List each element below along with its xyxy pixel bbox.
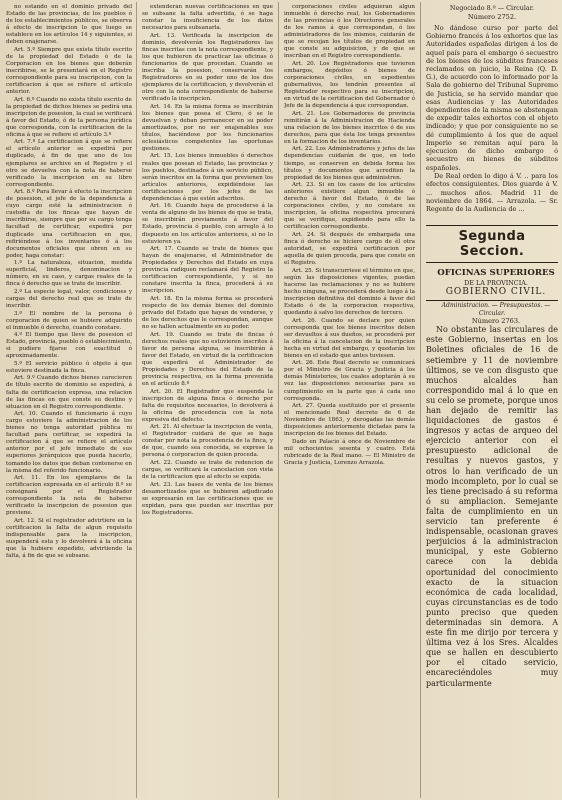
paragraph: 3.º El nombre de la persona ó corporacion de quien se hubiere adquirido el inmueble ó derecho, cuando constare. <box>6 310 132 331</box>
paragraph: Art. 24. Si después de embargada una finca ó derecho se hiciere cargo de él otra autoridad, se expedirá certificacion por aquella de quien proceda, para que conste en el Registro. <box>284 232 415 267</box>
paragraph: Art. 17. Cuando se trate de bienes que hayan de enajenarse, el Administrador de Propiedades y Derechos del Estado en cuya provincia radiquen reclamará del Registro la certificacion correspondiente, y si no constare inscrita la finca, procederá á su inscripcion. <box>142 246 273 295</box>
admin-line: Administracion. — Presupuestos. — Circular. <box>441 301 551 317</box>
admin-number: Número 2763. <box>471 317 521 326</box>
paragraph: Dado en Palacio á once de Noviembre de mil ochocientos sesenta y cuatro. Está rubricado de la Real mano. — El Ministro de Gracia y Justicia, Lorenzo Arrazola. <box>284 438 415 466</box>
paragraph: Art. 16. Cuando haya de procederse á la venta de alguno de los bienes de que se trata, se inscribirán previamente á favor del Estado, provincia ó pueblo, con arreglo á lo dispuesto en los artículos anteriores, si no lo estuvieren ya. <box>142 203 273 245</box>
paragraph: Art. 13. Verificada la inscripcion de dominio, devolverán los Registradores las fincas inscritas con la nota correspondiente, y los que hubieren de practicar las oficinas ó funcionarios de que procedan. Cuando se inscriba la posesion, conservarán los Registradores en su poder uno de los dos ejemplares de la certificacion, y devolverán el otro con la nota correspondiente de haberse verificado la inscripcion. <box>142 32 273 103</box>
circular-number: Número 2752. <box>467 13 517 21</box>
text-column-1 <box>6 4 132 796</box>
section-title: Segunda Seccion. <box>426 225 558 263</box>
paragraph: Art. 11. En los ejemplares de la certificacion expresada en el artículo 8.º se consignará por el Registrador correspondiente la nota de haberse verificado la inscripcion de posesion que previene. <box>6 475 132 517</box>
office-subtitle: DE LA PROVINCIA. <box>464 278 528 287</box>
paragraph: Art. 25. Si transcurriese el término en que, según las disposiciones vigentes, puedan hacerse las reclamaciones y no se hubiere hecho ninguna, se procederá desde luego á la inscripcion definitiva del dominio á favor del Estado ó de la corporacion respectiva, quedando á salvo los derechos de tercero. <box>284 267 415 317</box>
announcement-text <box>426 325 558 688</box>
column-rule <box>136 2 137 798</box>
paragraph: Art. 10. Cuando el funcionario á cuyo cargo estuviere la administracion de los bienes no tenga autoridad pública ni facultad para certificar, se expedirá la certificacion á que se refiere el artículo anterior por el jefe inmediato de sus superiores jerárquicos que pueda hacerlo, tomando los datos que deban contenerse en la misma del referido funcionario. <box>6 411 132 474</box>
paragraph: Art. 23. Si en los casos de los artículos anteriores existiere algun inmueble ó derecho á favor del Estado, ó de las corporaciones civiles, y no constare su inscripcion, la oficina respectiva procurará que se verifique, expidiendo para ello la certificacion correspondiente. <box>284 182 415 231</box>
paragraph: Art. 5.º Siempre que exista título escrito de la propiedad del Estado ó de la Corporacion en los bienes que deberán inscribirse, se le presentará en el Registro correspondiente para su inscripcion, con la certificacion á que se refiere el artículo anterior. <box>6 46 132 96</box>
paragraph: Art. 23. Las bases de venta de los bienes desamortizados que se hubieren adjudicado se expresarán en las certificaciones que se expidan, para que puedan ser inscritas por los Registradores. <box>142 481 273 516</box>
paragraph: 1.º La naturaleza, situacion, medida superficial, linderos, denominacion y número, en su caso, y cargas reales de la finca ó derecho que se trate de inscribir. <box>6 260 132 288</box>
paragraph: Art. 15. Los bienes inmuebles ó derechos reales que posean el Estado, las provincias y los pueblos, destinados á un servicio público, serán inscritos en la forma que previenen los artículos anteriores, expidiéndose las certificaciones por los jefes de las dependencias á que estén adscritos. <box>142 153 273 202</box>
paragraph: no estando en el dominio privado del Estado de las provincias, de los pueblos ó de los establecimientos públicos, se observa á efecto de inscripcion lo que luego se establece en los artículos 14 y siguientes, si deben enajenarse. <box>6 4 132 46</box>
paragraph: Art. 21. Al efectuar la inscripcion de venta, el Registrador cuidará de que se haga constar por nota la procedencia de la finca, y de que, cuando sea conocida, se exprese la persona ó corporacion de quien proceda. <box>142 424 273 459</box>
paragraph: Art. 20. El Registrador que suspenda la inscripcion de alguna finca ó derecho por falta de requisitos necesarios, lo devolverá á la oficina de procedencia con la nota expresiva del defecto. <box>142 388 273 423</box>
paragraph: No dándose curso por parte del Gobierno francés á los exhortos que las Autoridades españolas dirigen á los de aquel país para el embargo ó secuestro de los bienes de los súbditos franceses reclamados en juicio, la Reina (Q. D. G.), de acuerdo con lo informado por la Sala de gobierno del Tribunal Supremo de Justicia, se ha servido mandar que esas Audiencias y las Autoridades dependientes de la misma se abstengan de expedir tales exhortos con el objeto indicado; y que por consiguiente no se dé cumplimiento á los que de aquel Imperio se remitan aquí para la ejecucion de dicho embargo ó secuestro en bienes de súbditos españoles. <box>426 24 558 172</box>
paragraph: Art. 19. Cuando se trate de fincas ó derechos reales que no estuvieren inscritos á favor de persona alguna, se inscribirán á favor del Estado, en virtud de la certificacion que expedirá el Administrador de Propiedades y Derechos del Estado de la provincia respectiva, en la forma prevenida en el artículo 8.º <box>142 331 273 387</box>
paragraph: Art. 18. En la misma forma se procederá respecto de los demás bienes del dominio privado del Estado que hayan de venderse, y de los derechos que le correspondan, aunque no se hallen actualmente en su poder. <box>142 295 273 331</box>
paragraph: Art. 9.º Cuando dichos bienes carecieren de título escrito de dominio se expedirá, á falta de certificacion expresa, una relacion de las fincas en que conste su destino y situacion en el Registro correspondiente. <box>6 375 132 410</box>
paragraph: Art. 20. Los Registradores que tuvieren embargos, depósitos ó bienes de corporaciones civiles, en espedientes gubernativos, los tendrán presentes al Registrador respectivo para su inscripcion, en virtud de la certificacion del Gobernador ó Jefe de la dependencia á que correspondan. <box>284 60 415 110</box>
paragraph: Art. 26. Este Real decreto se comunicará por el Ministro de Gracia y Justicia á los demás Ministerios, los cuales adoptarán á su vez las disposiciones necesarias para su cumplimiento en la parte que á cada uno corresponda. <box>284 360 415 402</box>
paragraph: 2.º La especie legal, valor, condiciones y cargas del derecho real que se trate de inscribir. <box>6 288 132 309</box>
paragraph: Art. 22. Los Administradores y jefes de las dependencias cuidarán de que, en todo tiempo, se conserven en debida forma los títulos y documentos que acrediten la propiedad de los bienes que administren. <box>284 146 415 181</box>
paragraph: extenderán nuevas certificaciones en que se subsane la falta advertida, ó se haga constar la insuficiencia de los datos necesarios para subsanarla. <box>142 4 273 32</box>
paragraph: Art. 22. Cuando se trate de redencion de cargas, se verificará la cancelacion con vista de la certificacion que al efecto se expida. <box>142 460 273 481</box>
text-column-2 <box>142 4 273 796</box>
paragraph: Art. 8.º Para llevar á efecto la inscripcion de posesion, el jefe de la dependencia á cuyo cargo esté la administracion ó custodia de los fincas que hayan de inscribirse, siempre que por su cargo tenga facultad de certificar, expedirá por duplicado una certificacion en que, refiriéndose á los inventarios ó á los documentos oficiales que obren en su poder, haga constar: <box>6 189 132 259</box>
paragraph: Art. 21. Los Gobernadores de provincia remitirán á la Administracion de Hacienda una relacion de los bienes inscritos ó de sus derechos, para que ésta los tenga presentes en la formacion de los inventarios. <box>284 110 415 145</box>
paragraph: 4.º El tiempo que lleve de posesion el Estado, provincia, pueblo ó establecimiento, si pudiere fijarse con exactitud ó aproximadamente. <box>6 332 132 360</box>
paragraph: No obstante las circulares de este Gobierno, insertas en los Boletines oficiales de 16 de setiembre y 11 de noviembre últimos, se ve con disgusto que muchos alcaldes han correspondido mal á lo que en su celo se promete, porque unos han dejado de remitir las liquidaciones de gastos é ingresos y actas de arqueo del ejercicio anterior con el presupuesto adicional de resultas y nuevos gastos, y otros lo han verificado de un modo incompleto, por lo cual se les tiene precisado á su reforma ó su ampliacion. Semejante falta de cumplimiento en un servicio tan preferente é indispensable, ocasionan graves perjuicios á la administracion municipal, y este Gobierno carece con la debida oportunidad del conocimiento exacto de la situacion económica de cada localidad, cuyas circunstancias es de todo punto preciso que queden determinadas sin demora. A este fin me dirijo por tercera y última vez á los Sres. Alcaldes que se hallen en descubierto por el citado servicio, encareciéndoles muy particularmente <box>426 325 558 688</box>
government-title: GOBIERNO CIVIL. <box>426 287 558 301</box>
paragraph: Art. 7.º La certificacion á que se refiere el artículo anterior se expedirá por duplicado, á fin de que uno de los ejemplares se archive en el Registro y el otro se devuelva con la nota de haberse verificado la inscripcion en su libro correspondiente. <box>6 139 132 188</box>
paragraph: Art. 27. Queda sustituido por el presente el mencionado Real decreto de 6 de Noviembre de 1863, y derogadas las demás disposiciones anteriormente dictadas para la inscripcion de los bienes del Estado. <box>284 403 415 438</box>
paragraph: 5.º El servicio público ú objeto á que estuviere destinada la finca. <box>6 360 132 374</box>
circular-header: Negociado 8.º — Circular. <box>449 4 535 12</box>
paragraph: Art. 6.º Cuando no exista título escrito de la propiedad de dichos bienes se pedirá una inscripcion de posesion, la cual se verificará á favor del Estado, ó de la persona jurídica que corresponda, con la certificacion de la oficina á que se refiere el artículo 3.º <box>6 96 132 138</box>
text-column-3 <box>284 4 415 796</box>
text-column-4 <box>426 4 558 796</box>
paragraph: corporaciones civiles adquieran algun inmueble ó derecho real, los Gobernadores de las provincias ó los Directores generales de los ramos á que correspondan, ó los administradores de los mismos, cuidarán de que se recojan los títulos de propiedad en que conste su adquisicion, y de que se inscriban en el Registro correspondiente. <box>284 4 415 60</box>
paragraph: De Real orden lo digo á V. .. para los efectos consiguientes. Dios guarde á V. ... muchos años. Madrid 11 de noviembre de 1864. — Arrazola. — Sr. Regente de la Audiencia de ... <box>426 172 558 214</box>
paragraph: Art. 14. En la misma forma se inscribirán los bienes que posea el Clero, ó se le devuelvan y deban permanecer en su poder amortizados, por no ser enajenables sus títulos, haciéndose por los funcionarios eclesiásticos competentes las oportunas gestiones. <box>142 103 273 152</box>
office-title: OFICINAS SUPERIORES <box>437 268 555 279</box>
column-rule <box>278 2 279 798</box>
column-rule <box>420 2 421 798</box>
paragraph: Art. 26. Cuando se declare por quien corresponda que los bienes inscritos deben ser devueltos á sus dueños, se procederá por la oficina á la cancelacion de la inscripcion hecha en virtud del embargo, y quedarán los bienes en el estado que antes tuviesen. <box>284 317 415 359</box>
paragraph: Art. 12. Si el registrador advirtiere en la certificacion la falta de algun requisito indispensable para la inscripcion, suspenderá esta y lo devolverá á la oficina que la hubiere expedido, advirtiendo la falta, á fin de que se subsane. <box>6 517 132 560</box>
